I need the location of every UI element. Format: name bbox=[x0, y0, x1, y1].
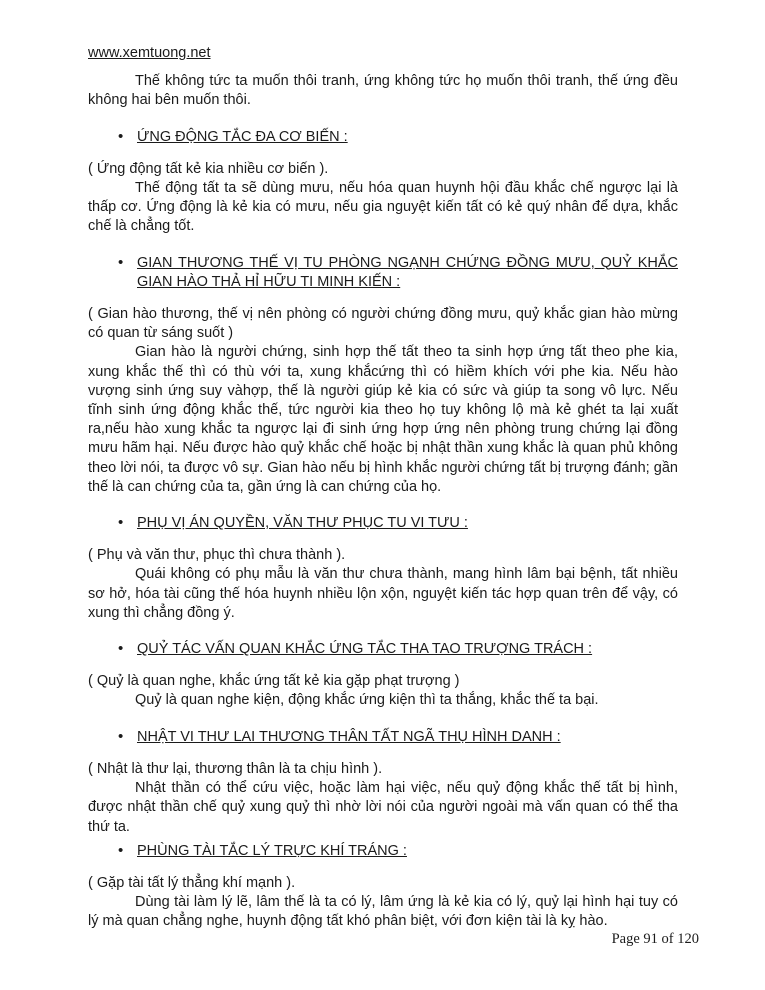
section-heading bbox=[88, 842, 678, 861]
page-number: Page 91 of 120 bbox=[611, 931, 699, 947]
section bbox=[88, 254, 678, 497]
section bbox=[88, 128, 678, 237]
section-heading-text: ỨNG ĐỘNG TẮC ĐA CƠ BIẾN : bbox=[137, 128, 348, 145]
body-paragraph: Dùng tài làm lý lẽ, lâm thế là ta có lý, lâm ứng là kẻ kia có lý, quỷ lại hình hại tuy có lý mà quan chẳng nghe, huynh động tất khó phân biệt, với đơn kiện tài là kỵ hào. bbox=[88, 894, 678, 930]
gloss-paragraph: ( Nhật là thư lại, thương thân là ta chịu hình ). bbox=[88, 760, 383, 777]
body-paragraph: Quỷ là quan nghe kiện, động khắc ứng kiện thì ta thắng, khắc thế ta bại. bbox=[135, 692, 599, 709]
gloss-paragraph: ( Quỷ là quan nghe, khắc ứng tất kẻ kia gặp phạt trượng ) bbox=[88, 673, 460, 690]
section-heading bbox=[88, 640, 678, 659]
bullet-icon: • bbox=[118, 841, 124, 859]
gloss-paragraph: ( Phụ và văn thư, phục thì chưa thành ). bbox=[88, 547, 346, 564]
gloss-paragraph: ( Gian hào thương, thế vị nên phòng có người chứng đồng mưu, quỷ khắc gian hào mừng có quan từ sáng suốt ) bbox=[88, 306, 678, 342]
bullet-icon: • bbox=[118, 640, 124, 658]
body-paragraph: Nhật thần có thể cứu việc, hoặc làm hại việc, nếu quỷ động khắc thế tất bị hình, được nhật thần chế quỷ xung quỷ thì nhờ lời nói của người ngoài mà vấn quan có thể tha thứ ta. bbox=[88, 780, 678, 835]
section-heading-text: PHỤ VỊ ÁN QUYỀN, VĂN THƯ PHỤC TU VI TƯU : bbox=[137, 515, 468, 532]
header-website-url: www.xemtuong.net bbox=[88, 45, 211, 61]
intro-paragraph: Thế không tức ta muốn thôi tranh, ứng không tức họ muốn thôi tranh, thế ứng đều không hai bên muốn thôi. bbox=[88, 73, 678, 109]
section bbox=[88, 842, 678, 932]
section-heading-text: NHẬT VI THƯ LAI THƯƠNG THÂN TẤT NGÃ THỤ HÌNH DANH : bbox=[137, 728, 561, 745]
bullet-icon: • bbox=[118, 127, 124, 145]
section bbox=[88, 514, 678, 623]
body-paragraph: Gian hào là người chứng, sinh hợp thế tất theo ta sinh hợp ứng tất theo phe kia, xung khắc thế thì có thù với ta, xung khắcứng thì có hiềm khích với phe kia. Nếu hào vượng sinh ứng suy vàhợp, thế là người giúp kẻ kia có sức và giúp ta song vô lực. Nếu tĩnh sinh ứng động khắc thế, tức người kia theo họ tuy không lộ mà kẻ ghét ta lại xuất ra,nếu hào xung khắc ta ngược lại đi sinh ứng hợp ứng nên phòng trung chứng lại đồng mưu hãm hại. Nếu được hào quỷ khắc chế hoặc bị nhật thần xung khắc là quan phủ không theo lời nói, ta được vô sự. Gian hào nếu bị hình khắc người chứng tất bị trượng đánh; gần thế là can chứng của ta, gần ứng là can chứng của họ. bbox=[88, 344, 678, 495]
gloss-paragraph: ( Gặp tài tất lý thẳng khí mạnh ). bbox=[88, 874, 296, 891]
section bbox=[88, 640, 678, 711]
section-heading-text: GIAN THƯƠNG THẾ VỊ TU PHÒNG NGẠNH CHỨNG ĐỒNG MƯU, QUỶ KHẮC GIAN HÀO THẢ HỈ HỮU TI MINH KIẾN : bbox=[137, 254, 678, 290]
bullet-icon: • bbox=[118, 514, 124, 532]
section bbox=[88, 728, 678, 837]
section-heading bbox=[88, 728, 678, 747]
gloss-paragraph: ( Ứng động tất kẻ kia nhiều cơ biến ). bbox=[88, 160, 329, 177]
bullet-icon: • bbox=[118, 727, 124, 745]
section-heading-text: PHÙNG TÀI TẮC LÝ TRỰC KHÍ TRÁNG : bbox=[137, 842, 407, 859]
bullet-icon: • bbox=[118, 253, 124, 271]
section-heading bbox=[88, 514, 678, 533]
section-heading bbox=[88, 128, 678, 147]
page-content bbox=[88, 44, 678, 932]
section-heading-text: QUỶ TÁC VẤN QUAN KHẮC ỨNG TẮC THA TAO TRƯỢNG TRÁCH : bbox=[137, 641, 593, 658]
section-heading bbox=[88, 254, 678, 292]
body-paragraph: Quái không có phụ mẫu là văn thư chưa thành, mang hình lâm bại bệnh, tất nhiều sơ hở, hóa tài cũng thế hóa huynh nhiều lộn xộn, nguyệt kiến tác hợp quan trên để vậy, có xung thì chẳng đồng ý. bbox=[88, 566, 678, 621]
body-paragraph: Thế động tất ta sẽ dùng mưu, nếu hóa quan huynh hội đầu khắc chế ngược lại là thấp cơ. Ứng động là kẻ kia có mưu, nếu gia nguyệt kiến tất có kẻ quý nhân để dựa, khắc chế là chẳng tốt. bbox=[88, 180, 678, 235]
